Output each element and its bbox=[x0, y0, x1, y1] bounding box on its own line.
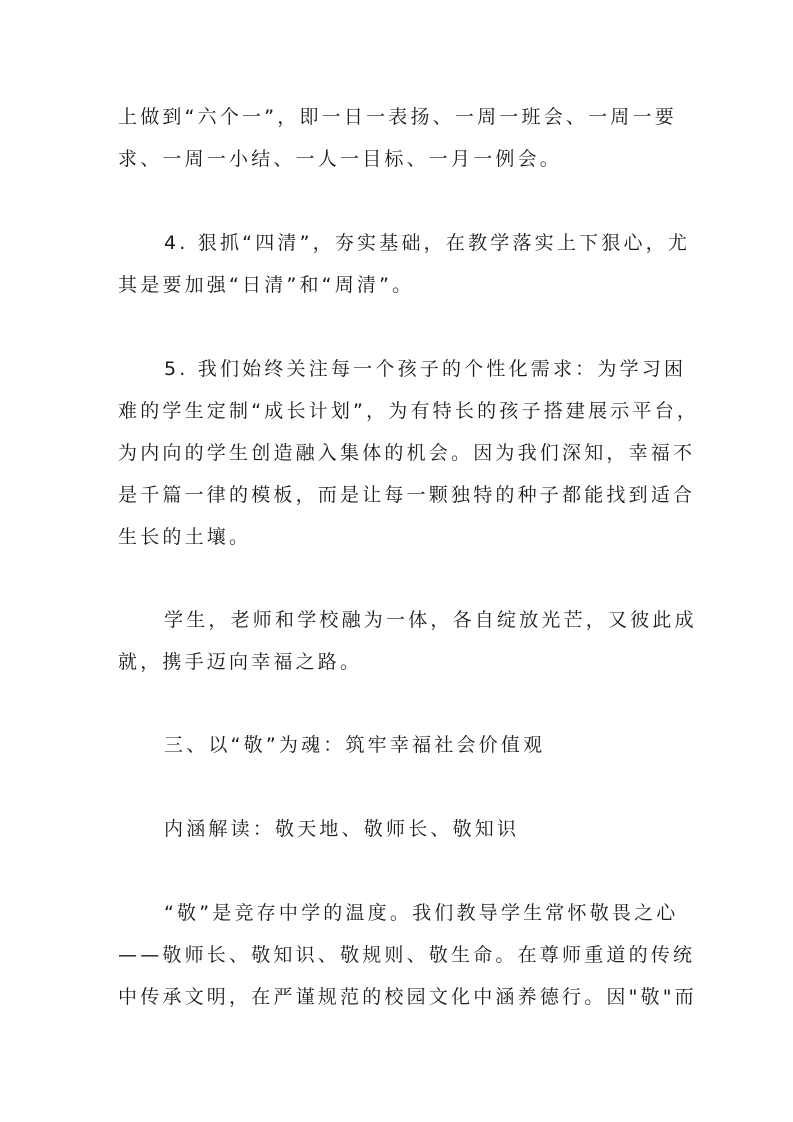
paragraph-unity bbox=[118, 599, 697, 683]
text-line: 为内向的学生创造融入集体的机会。因为我们深知，幸福不 bbox=[118, 442, 696, 464]
text-line: 4. 狠抓“四清”，夯实基础，在教学落实上下狠心，尤 bbox=[164, 232, 691, 254]
paragraph-item-4 bbox=[118, 222, 691, 306]
paragraph-item-5 bbox=[118, 348, 700, 558]
paragraph-respect-body bbox=[118, 892, 697, 1018]
text-line: 上做到“六个一”，即一日一表扬、一周一班会、一周一要 bbox=[118, 106, 677, 128]
paragraph-connotation bbox=[118, 808, 678, 850]
heading-line: 三、以“敬”为魂：筑牢幸福社会价值观 bbox=[164, 734, 546, 756]
text-line: 学生，老师和学校融为一体，各自绽放光芒，又彼此成 bbox=[164, 609, 697, 631]
text-line: “敬”是竞存中学的温度。我们教导学生常怀敬畏之心 bbox=[164, 902, 679, 924]
text-line: 是千篇一律的模板，而是让每一颗独特的种子都能找到适合 bbox=[118, 484, 696, 506]
text-line: 难的学生定制“成长计划”，为有特长的孩子搭建展示平台， bbox=[118, 400, 700, 422]
text-line: 就，携手迈向幸福之路。 bbox=[118, 651, 363, 673]
text-line: 求、一周一小结、一人一目标、一月一例会。 bbox=[118, 148, 563, 170]
text-line: 生长的土壤。 bbox=[118, 526, 252, 548]
text-line: 中传承文明，在严谨规范的校园文化中涵养德行。因"敬"而 bbox=[118, 986, 697, 1008]
section-heading-respect bbox=[118, 724, 678, 766]
text-line: 5. 我们始终关注每一个孩子的个性化需求：为学习困 bbox=[164, 358, 687, 380]
text-line: ——敬师长、敬知识、敬规则、敬生命。在尊师重道的传统 bbox=[118, 944, 696, 966]
paragraph-six-ones bbox=[118, 96, 678, 180]
text-line: 内涵解读：敬天地、敬师长、敬知识 bbox=[164, 818, 520, 840]
text-line: 其是要加强“日清”和“周清”。 bbox=[118, 274, 415, 296]
